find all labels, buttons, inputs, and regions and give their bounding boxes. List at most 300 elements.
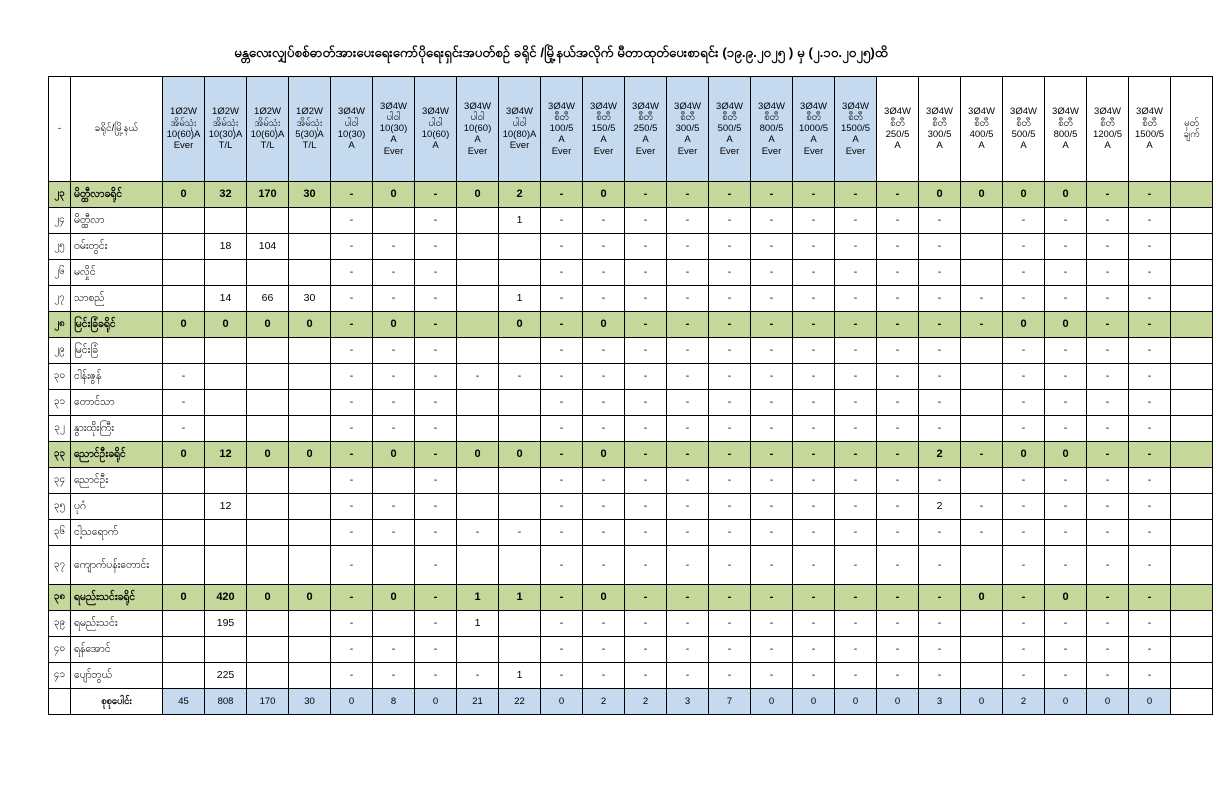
cell-r10-c2 xyxy=(205,415,247,441)
cell-r11-c2: 12 xyxy=(205,441,247,467)
cell-r6-c18: - xyxy=(877,311,919,337)
cell-r9-c5: - xyxy=(331,389,373,415)
cell-r4-c17: - xyxy=(835,259,877,285)
cell-r1-c17: - xyxy=(835,181,877,207)
row-index: ၃၁ xyxy=(49,389,71,415)
cell-r18-c15: - xyxy=(751,636,793,662)
cell-r10-c23: - xyxy=(1087,415,1129,441)
cell-r13-c1 xyxy=(163,493,205,519)
cell-r12-c14: - xyxy=(709,467,751,493)
cell-r4-c3 xyxy=(247,259,289,285)
cell-r11-c10: - xyxy=(541,441,583,467)
cell-remark xyxy=(1171,285,1213,311)
cell-r13-c2: 12 xyxy=(205,493,247,519)
cell-r1-c2: 32 xyxy=(205,181,247,207)
cell-r12-c22: - xyxy=(1045,467,1087,493)
total-c9: 22 xyxy=(499,688,541,714)
table-row xyxy=(49,363,1213,389)
cell-r18-c20 xyxy=(961,636,1003,662)
cell-r14-c3 xyxy=(247,519,289,545)
cell-r17-c12: - xyxy=(625,610,667,636)
cell-r3-c24: - xyxy=(1129,233,1171,259)
cell-r12-c17: - xyxy=(835,467,877,493)
cell-r9-c6: - xyxy=(373,389,415,415)
cell-r7-c5: - xyxy=(331,337,373,363)
cell-r4-c15: - xyxy=(751,259,793,285)
cell-r1-c3: 170 xyxy=(247,181,289,207)
cell-r17-c15: - xyxy=(751,610,793,636)
cell-r7-c17: - xyxy=(835,337,877,363)
cell-r16-c16: - xyxy=(793,584,835,610)
cell-remark xyxy=(1171,610,1213,636)
cell-r12-c2 xyxy=(205,467,247,493)
township-name: ငါ့သရောက် xyxy=(71,519,163,545)
row-index: ၃၆ xyxy=(49,519,71,545)
cell-r2-c7: - xyxy=(415,207,457,233)
cell-r12-c4 xyxy=(289,467,331,493)
header-col-5: 3Ø4W ပါဝါ 10(30) A xyxy=(331,76,373,181)
cell-r8-c2 xyxy=(205,363,247,389)
cell-r1-c6: 0 xyxy=(373,181,415,207)
header-col-6: 3Ø4W ပါဝါ 10(30) A Ever xyxy=(373,76,415,181)
header-index: - xyxy=(49,76,71,181)
cell-r2-c11: - xyxy=(583,207,625,233)
cell-r9-c20 xyxy=(961,389,1003,415)
cell-r7-c2 xyxy=(205,337,247,363)
cell-r19-c11: - xyxy=(583,662,625,688)
cell-r16-c19: - xyxy=(919,584,961,610)
cell-r14-c20: - xyxy=(961,519,1003,545)
cell-r15-c10: - xyxy=(541,545,583,584)
cell-r15-c14: - xyxy=(709,545,751,584)
cell-r2-c8 xyxy=(457,207,499,233)
cell-r5-c4: 30 xyxy=(289,285,331,311)
cell-r15-c13: - xyxy=(667,545,709,584)
cell-r7-c7: - xyxy=(415,337,457,363)
cell-r19-c1 xyxy=(163,662,205,688)
cell-r14-c18: - xyxy=(877,519,919,545)
cell-r14-c2 xyxy=(205,519,247,545)
cell-r16-c11: 0 xyxy=(583,584,625,610)
cell-r6-c7: - xyxy=(415,311,457,337)
cell-r4-c20 xyxy=(961,259,1003,285)
cell-r10-c1: - xyxy=(163,415,205,441)
cell-r9-c11: - xyxy=(583,389,625,415)
cell-r3-c10: - xyxy=(541,233,583,259)
cell-r9-c7: - xyxy=(415,389,457,415)
cell-r15-c17: - xyxy=(835,545,877,584)
cell-r6-c11: 0 xyxy=(583,311,625,337)
cell-r11-c5: - xyxy=(331,441,373,467)
cell-r8-c4 xyxy=(289,363,331,389)
cell-r10-c14: - xyxy=(709,415,751,441)
cell-r16-c24: - xyxy=(1129,584,1171,610)
cell-r12-c11: - xyxy=(583,467,625,493)
header-col-22: 3Ø4W စီတီ 800/5 A xyxy=(1045,76,1087,181)
township-name: ကျောက်ပန်းတောင်း xyxy=(71,545,163,584)
cell-r10-c6: - xyxy=(373,415,415,441)
cell-r13-c8 xyxy=(457,493,499,519)
total-c23: 0 xyxy=(1087,688,1129,714)
cell-r16-c8: 1 xyxy=(457,584,499,610)
cell-r8-c8: - xyxy=(457,363,499,389)
cell-r4-c1 xyxy=(163,259,205,285)
cell-r14-c7: - xyxy=(415,519,457,545)
cell-r12-c7: - xyxy=(415,467,457,493)
total-c1: 45 xyxy=(163,688,205,714)
cell-r19-c14: - xyxy=(709,662,751,688)
cell-r11-c15: - xyxy=(751,441,793,467)
cell-r8-c1: - xyxy=(163,363,205,389)
cell-r3-c4 xyxy=(289,233,331,259)
township-name: နွားထိုးကြီး xyxy=(71,415,163,441)
table-row xyxy=(49,610,1213,636)
cell-r14-c22: - xyxy=(1045,519,1087,545)
cell-r16-c3: 0 xyxy=(247,584,289,610)
cell-r6-c5: - xyxy=(331,311,373,337)
cell-r17-c5: - xyxy=(331,610,373,636)
cell-r12-c24: - xyxy=(1129,467,1171,493)
table-row xyxy=(49,207,1213,233)
cell-r1-c24: - xyxy=(1129,181,1171,207)
cell-r8-c10: - xyxy=(541,363,583,389)
cell-r8-c20 xyxy=(961,363,1003,389)
total-label: စုစုပေါင်း xyxy=(71,688,163,714)
table-row xyxy=(49,584,1213,610)
cell-r10-c9 xyxy=(499,415,541,441)
cell-r7-c20 xyxy=(961,337,1003,363)
total-c13: 3 xyxy=(667,688,709,714)
row-index: ၂၆ xyxy=(49,259,71,285)
cell-r3-c18: - xyxy=(877,233,919,259)
row-index: ၃၈ xyxy=(49,584,71,610)
total-row xyxy=(49,688,1213,714)
cell-r6-c9: 0 xyxy=(499,311,541,337)
total-c14: 7 xyxy=(709,688,751,714)
cell-r3-c2: 18 xyxy=(205,233,247,259)
cell-r19-c12: - xyxy=(625,662,667,688)
cell-r11-c19: 2 xyxy=(919,441,961,467)
cell-r1-c20: 0 xyxy=(961,181,1003,207)
cell-r10-c5: - xyxy=(331,415,373,441)
cell-r6-c6: 0 xyxy=(373,311,415,337)
table-body xyxy=(49,181,1213,688)
cell-r10-c15: - xyxy=(751,415,793,441)
cell-r2-c20 xyxy=(961,207,1003,233)
total-c19: 3 xyxy=(919,688,961,714)
cell-r4-c21: - xyxy=(1003,259,1045,285)
cell-r11-c16: - xyxy=(793,441,835,467)
cell-r1-c8: 0 xyxy=(457,181,499,207)
cell-r6-c17: - xyxy=(835,311,877,337)
table-row xyxy=(49,519,1213,545)
cell-r15-c6 xyxy=(373,545,415,584)
cell-r9-c9 xyxy=(499,389,541,415)
cell-r1-c1: 0 xyxy=(163,181,205,207)
cell-r11-c4: 0 xyxy=(289,441,331,467)
cell-r7-c13: - xyxy=(667,337,709,363)
cell-r4-c22: - xyxy=(1045,259,1087,285)
cell-r17-c24: - xyxy=(1129,610,1171,636)
cell-r14-c19: - xyxy=(919,519,961,545)
cell-r2-c10: - xyxy=(541,207,583,233)
cell-r18-c16: - xyxy=(793,636,835,662)
cell-r7-c1 xyxy=(163,337,205,363)
cell-r14-c10: - xyxy=(541,519,583,545)
cell-r9-c22: - xyxy=(1045,389,1087,415)
cell-r16-c6: 0 xyxy=(373,584,415,610)
cell-remark xyxy=(1171,207,1213,233)
township-name: မိတ္ထီလာ xyxy=(71,207,163,233)
cell-r19-c16: - xyxy=(793,662,835,688)
cell-r18-c4 xyxy=(289,636,331,662)
cell-r9-c13: - xyxy=(667,389,709,415)
row-index: ၂၉ xyxy=(49,337,71,363)
meter-distribution-table xyxy=(48,76,1213,715)
cell-r18-c2 xyxy=(205,636,247,662)
cell-r6-c20: - xyxy=(961,311,1003,337)
cell-r16-c15: - xyxy=(751,584,793,610)
total-c22: 0 xyxy=(1045,688,1087,714)
cell-r8-c21: - xyxy=(1003,363,1045,389)
cell-r3-c13: - xyxy=(667,233,709,259)
cell-r12-c10: - xyxy=(541,467,583,493)
cell-r1-c4: 30 xyxy=(289,181,331,207)
total-c24: 0 xyxy=(1129,688,1171,714)
cell-r4-c12: - xyxy=(625,259,667,285)
header-col-23: 3Ø4W စီတီ 1200/5 A xyxy=(1087,76,1129,181)
cell-r4-c4 xyxy=(289,259,331,285)
header-township: ခရိုင်/မြို့နယ် xyxy=(71,76,163,181)
cell-r8-c7: - xyxy=(415,363,457,389)
cell-r7-c11: - xyxy=(583,337,625,363)
cell-r10-c21: - xyxy=(1003,415,1045,441)
cell-r4-c18: - xyxy=(877,259,919,285)
cell-r9-c14: - xyxy=(709,389,751,415)
cell-r2-c5: - xyxy=(331,207,373,233)
township-name: ပုဂံ xyxy=(71,493,163,519)
cell-r5-c8 xyxy=(457,285,499,311)
total-index-blank xyxy=(49,688,71,714)
cell-r7-c23: - xyxy=(1087,337,1129,363)
row-index: ၃၃ xyxy=(49,441,71,467)
cell-r14-c4 xyxy=(289,519,331,545)
cell-r13-c14: - xyxy=(709,493,751,519)
cell-r14-c9: - xyxy=(499,519,541,545)
district-name: မြင်းခြံခရိုင် xyxy=(71,311,163,337)
header-col-1: 1Ø2W အိမ်သုံး 10(60)A Ever xyxy=(163,76,205,181)
cell-r19-c7: - xyxy=(415,662,457,688)
row-index: ၃၇ xyxy=(49,545,71,584)
table-row xyxy=(49,441,1213,467)
cell-r16-c23: - xyxy=(1087,584,1129,610)
cell-r17-c16: - xyxy=(793,610,835,636)
header-col-10: 3Ø4W စီတီ 100/5 A Ever xyxy=(541,76,583,181)
cell-r16-c7: - xyxy=(415,584,457,610)
cell-r2-c19: - xyxy=(919,207,961,233)
cell-r9-c12: - xyxy=(625,389,667,415)
header-col-20: 3Ø4W စီတီ 400/5 A xyxy=(961,76,1003,181)
cell-r13-c17: - xyxy=(835,493,877,519)
cell-r8-c13: - xyxy=(667,363,709,389)
cell-remark xyxy=(1171,259,1213,285)
cell-r19-c5: - xyxy=(331,662,373,688)
page-title: မန္တလေးလျှပ်စစ်ဓာတ်အားပေးရေးကော်ပိုရေးရှင်းအပတ်စဉ် ခရိုင် /မြို့နယ်အလိုက် မီတာထုတ်ပေးစာရင်း (၁၉.၉.၂၀၂၅ ) မှ (၂.၁၀.၂၀၂၅)ထိ xyxy=(234,45,888,60)
cell-r4-c13: - xyxy=(667,259,709,285)
cell-r13-c22: - xyxy=(1045,493,1087,519)
cell-r8-c9: - xyxy=(499,363,541,389)
cell-r18-c5: - xyxy=(331,636,373,662)
cell-r11-c17: - xyxy=(835,441,877,467)
cell-r6-c8 xyxy=(457,311,499,337)
cell-r9-c10: - xyxy=(541,389,583,415)
cell-r15-c18: - xyxy=(877,545,919,584)
cell-r3-c20 xyxy=(961,233,1003,259)
header-col-8: 3Ø4W ပါဝါ 10(60) A Ever xyxy=(457,76,499,181)
cell-r7-c24: - xyxy=(1129,337,1171,363)
cell-r3-c16: - xyxy=(793,233,835,259)
cell-r9-c1: - xyxy=(163,389,205,415)
cell-r13-c10: - xyxy=(541,493,583,519)
cell-r2-c6 xyxy=(373,207,415,233)
total-c3: 170 xyxy=(247,688,289,714)
cell-r5-c15: - xyxy=(751,285,793,311)
cell-r3-c15: - xyxy=(751,233,793,259)
cell-r17-c17: - xyxy=(835,610,877,636)
cell-r8-c24: - xyxy=(1129,363,1171,389)
cell-r8-c16: - xyxy=(793,363,835,389)
cell-r4-c9 xyxy=(499,259,541,285)
cell-r19-c21: - xyxy=(1003,662,1045,688)
cell-r3-c12: - xyxy=(625,233,667,259)
cell-r16-c10: - xyxy=(541,584,583,610)
cell-r12-c5: - xyxy=(331,467,373,493)
cell-r14-c24: - xyxy=(1129,519,1171,545)
cell-r10-c4 xyxy=(289,415,331,441)
cell-r13-c12: - xyxy=(625,493,667,519)
cell-r13-c20: - xyxy=(961,493,1003,519)
cell-r17-c18: - xyxy=(877,610,919,636)
cell-r11-c18: - xyxy=(877,441,919,467)
cell-r10-c12: - xyxy=(625,415,667,441)
cell-r3-c23: - xyxy=(1087,233,1129,259)
cell-r18-c8 xyxy=(457,636,499,662)
cell-remark xyxy=(1171,415,1213,441)
cell-r15-c11: - xyxy=(583,545,625,584)
header-col-11: 3Ø4W စီတီ 150/5 A Ever xyxy=(583,76,625,181)
cell-r10-c22: - xyxy=(1045,415,1087,441)
total-c5: 0 xyxy=(331,688,373,714)
cell-r15-c16: - xyxy=(793,545,835,584)
cell-r4-c14: - xyxy=(709,259,751,285)
cell-r3-c22: - xyxy=(1045,233,1087,259)
cell-r13-c19: 2 xyxy=(919,493,961,519)
table-row xyxy=(49,545,1213,584)
cell-r10-c20 xyxy=(961,415,1003,441)
cell-r3-c3: 104 xyxy=(247,233,289,259)
header-col-24: 3Ø4W စီတီ 1500/5 A xyxy=(1129,76,1171,181)
cell-r9-c8 xyxy=(457,389,499,415)
cell-r9-c18: - xyxy=(877,389,919,415)
cell-r12-c1 xyxy=(163,467,205,493)
row-index: ၂၈ xyxy=(49,311,71,337)
total-c10: 0 xyxy=(541,688,583,714)
total-c17: 0 xyxy=(835,688,877,714)
cell-r19-c3 xyxy=(247,662,289,688)
cell-r11-c9: 0 xyxy=(499,441,541,467)
cell-r10-c10: - xyxy=(541,415,583,441)
cell-r6-c21: 0 xyxy=(1003,311,1045,337)
cell-r8-c14: - xyxy=(709,363,751,389)
cell-r6-c1: 0 xyxy=(163,311,205,337)
cell-r1-c9: 2 xyxy=(499,181,541,207)
cell-r14-c21: - xyxy=(1003,519,1045,545)
cell-r16-c13: - xyxy=(667,584,709,610)
table-row xyxy=(49,662,1213,688)
cell-r18-c23: - xyxy=(1087,636,1129,662)
cell-remark xyxy=(1171,493,1213,519)
cell-r17-c22: - xyxy=(1045,610,1087,636)
cell-r5-c13: - xyxy=(667,285,709,311)
cell-r1-c23: - xyxy=(1087,181,1129,207)
cell-r2-c23: - xyxy=(1087,207,1129,233)
row-index: ၄၁ xyxy=(49,662,71,688)
row-index: ၃၀ xyxy=(49,363,71,389)
cell-r5-c21: - xyxy=(1003,285,1045,311)
cell-r17-c4 xyxy=(289,610,331,636)
cell-r1-c11: 0 xyxy=(583,181,625,207)
cell-r6-c22: 0 xyxy=(1045,311,1087,337)
header-col-16: 3Ø4W စီတီ 1000/5 A Ever xyxy=(793,76,835,181)
cell-r14-c17: - xyxy=(835,519,877,545)
cell-r5-c16: - xyxy=(793,285,835,311)
cell-r5-c9: 1 xyxy=(499,285,541,311)
cell-remark xyxy=(1171,584,1213,610)
cell-r16-c14: - xyxy=(709,584,751,610)
total-c8: 21 xyxy=(457,688,499,714)
cell-r10-c19: - xyxy=(919,415,961,441)
cell-r12-c3 xyxy=(247,467,289,493)
cell-r2-c13: - xyxy=(667,207,709,233)
cell-r2-c21: - xyxy=(1003,207,1045,233)
cell-r12-c13: - xyxy=(667,467,709,493)
cell-r18-c12: - xyxy=(625,636,667,662)
cell-r6-c10: - xyxy=(541,311,583,337)
total-remark xyxy=(1171,688,1213,714)
cell-r18-c14: - xyxy=(709,636,751,662)
cell-r7-c19: - xyxy=(919,337,961,363)
cell-r7-c10: - xyxy=(541,337,583,363)
cell-remark xyxy=(1171,363,1213,389)
cell-r5-c20: - xyxy=(961,285,1003,311)
township-name: မလှိုင် xyxy=(71,259,163,285)
cell-r2-c9: 1 xyxy=(499,207,541,233)
cell-r9-c16: - xyxy=(793,389,835,415)
cell-r17-c3 xyxy=(247,610,289,636)
header-col-21: 3Ø4W စီတီ 500/5 A xyxy=(1003,76,1045,181)
cell-r16-c17: - xyxy=(835,584,877,610)
cell-r3-c14: - xyxy=(709,233,751,259)
cell-r5-c10: - xyxy=(541,285,583,311)
cell-r15-c4 xyxy=(289,545,331,584)
table-row xyxy=(49,233,1213,259)
cell-remark xyxy=(1171,233,1213,259)
row-index: ၂၇ xyxy=(49,285,71,311)
cell-r11-c21: 0 xyxy=(1003,441,1045,467)
cell-r4-c7: - xyxy=(415,259,457,285)
cell-r4-c10: - xyxy=(541,259,583,285)
cell-r7-c18: - xyxy=(877,337,919,363)
